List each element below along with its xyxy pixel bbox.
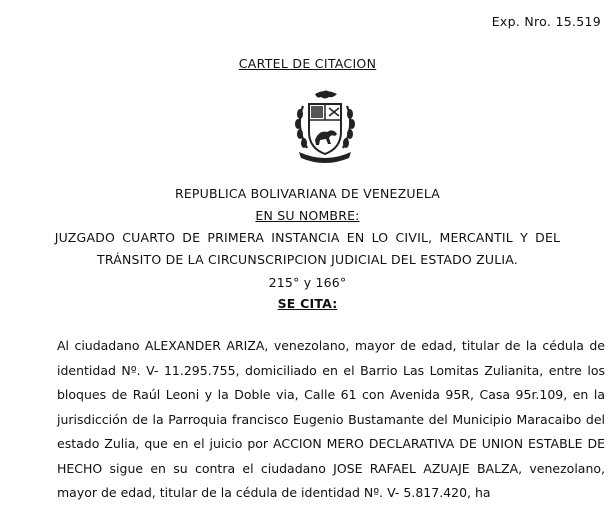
expediente-number: Exp. Nro. 15.519: [491, 14, 601, 29]
court-name-line-2: TRÁNSITO DE LA CIRCUNSCRIPCION JUDICIAL DEL ESTADO ZULIA.: [97, 252, 518, 267]
document-title-text: CARTEL DE CITACION: [238, 56, 377, 71]
document-title: [0, 56, 615, 71]
years-line: 215° y 166°: [268, 275, 347, 290]
citation-body-paragraph: Al ciudadano ALEXANDER ARIZA, venezolano, mayor de edad, titular de la cédula de identidad Nº. V- 11.295.755, domiciliado en el Barrio Las Lomitas Zulianita, entre los bloques de Raúl Leoni y la Doble via, Calle 61 con Avenida 95R, Casa 95r.109, en la jurisdicción de la Parroquia francisco Eugenio Bustamante del Municipio Maracaibo del estado Zulia, que en el juicio por ACCION MERO DECLARATIVA DE UNION ESTABLE DE HECHO sigue en su contra el ciudadano JOSE RAFAEL AZUAJE BALZA, venezolano, mayor de edad, titular de la cédula de identidad Nº. V- 5.817.420, ha: [57, 338, 605, 500]
venezuela-coat-of-arms-icon: [285, 88, 365, 168]
se-cita-heading: [0, 296, 615, 311]
en-su-nombre-text: EN SU NOMBRE:: [255, 208, 360, 223]
republic-heading: REPUBLICA BOLIVARIANA DE VENEZUELA: [174, 186, 441, 201]
court-name-line-1: JUZGADO CUARTO DE PRIMERA INSTANCIA EN LO CIVIL, MERCANTIL Y DEL: [54, 230, 561, 245]
se-cita-text: SE CITA:: [277, 296, 338, 311]
en-su-nombre-heading: [0, 208, 615, 223]
